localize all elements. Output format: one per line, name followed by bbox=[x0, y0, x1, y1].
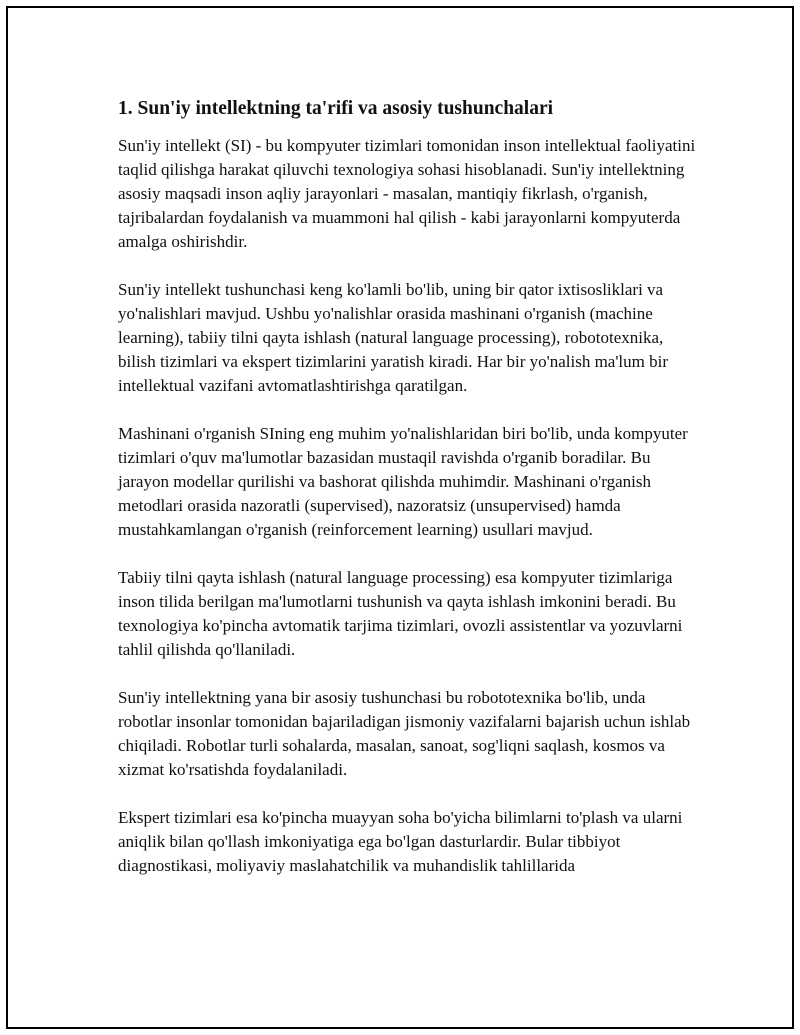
paragraph-machine-learning: Mashinani o'rganish SIning eng muhim yo'nalishlaridan biri bo'lib, unda kompyuter tizimlari o'quv ma'lumotlar bazasidan mustaqil ravishda o'rganib boradilar. Bu jarayon modellar qurilishi va bashorat qilishda muhimdir. Mashinani o'rganish metodlari orasida nazoratli (supervised), nazoratsiz (unsupervised) hamda mustahkamlangan o'rganish (reinforcement learning) usullari mavjud. bbox=[118, 424, 688, 539]
document-content bbox=[118, 96, 698, 902]
paragraph-nlp: Tabiiy tilni qayta ishlash (natural language processing) esa kompyuter tizimlariga inson tilida berilgan ma'lumotlarni tushunish va qayta ishlash imkonini beradi. Bu texnologiya ko'pincha avtomatik tarjima tizimlari, ovozli assistentlar va yozuvlarni tahlil qilishda qo'llaniladi. bbox=[118, 568, 683, 659]
section-heading: 1. Sun'iy intellektning ta'rifi va asosiy tushunchalari bbox=[118, 98, 554, 119]
document-page bbox=[6, 6, 794, 1029]
paragraph-expert-systems: Ekspert tizimlari esa ko'pincha muayyan soha bo'yicha bilimlarni to'plash va ularni aniqlik bilan qo'llash imkoniyatiga ega bo'lgan dasturlardir. Bular tibbiyot diagnostikasi, moliyaviy maslahatchilik va muhandislik tahlillarida bbox=[118, 808, 683, 875]
paragraph-robotics: Sun'iy intellektning yana bir asosiy tushunchasi bu robototexnika bo'lib, unda robotlar insonlar tomonidan bajariladigan jismoniy vazifalarni bajarish uchun ishlab chiqiladi. Robotlar turli sohalarda, masalan, sanoat, sog'liqni saqlash, kosmos va xizmat ko'rsatishda foydalaniladi. bbox=[118, 688, 691, 779]
paragraph-directions: Sun'iy intellekt tushunchasi keng ko'lamli bo'lib, uning bir qator ixtisosliklari va yo'nalishlari mavjud. Ushbu yo'nalishlar orasida mashinani o'rganish (machine learning), tabiiy tilni qayta ishlash (natural language processing), robototexnika, bilish tizimlari va ekspert tizimlarini yaratish kiradi. Har bir yo'nalish ma'lum bir intellektual vazifani avtomatlashtirishga qaratilgan. bbox=[118, 280, 668, 395]
paragraph-definition: Sun'iy intellekt (SI) - bu kompyuter tizimlari tomonidan inson intellektual faoliyatini taqlid qilishga harakat qiluvchi texnologiya sohasi hisoblanadi. Sun'iy intellektning asosiy maqsadi inson aqliy jarayonlari - masalan, mantiqiy fikrlash, o'rganish, tajribalardan foydalanish va muammoni hal qilish - kabi jarayonlarni kompyuterda amalga oshirishdir. bbox=[118, 136, 696, 251]
